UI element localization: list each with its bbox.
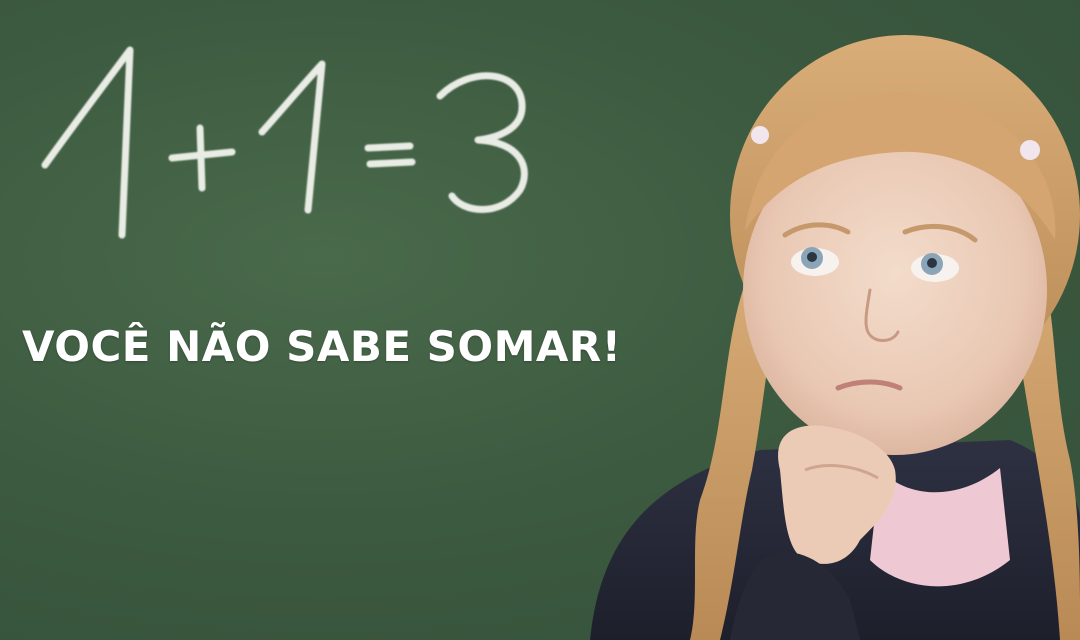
hair-clip-icon xyxy=(751,126,769,144)
caption-headline: VOCÊ NÃO SABE SOMAR! xyxy=(22,322,622,371)
hair-clip-icon xyxy=(1020,140,1040,160)
chalk-plus-sign xyxy=(172,128,232,188)
left-pupil xyxy=(807,252,817,262)
chalk-digit-one xyxy=(45,50,130,235)
equation-text: 1+1=3 xyxy=(0,0,4,1)
girl-figure xyxy=(590,35,1080,640)
right-pupil xyxy=(927,258,937,268)
chalk-equals-sign xyxy=(368,146,412,164)
chalk-digit-three xyxy=(440,76,524,210)
chalk-equation xyxy=(45,50,524,235)
chalk-digit-one xyxy=(262,64,322,210)
